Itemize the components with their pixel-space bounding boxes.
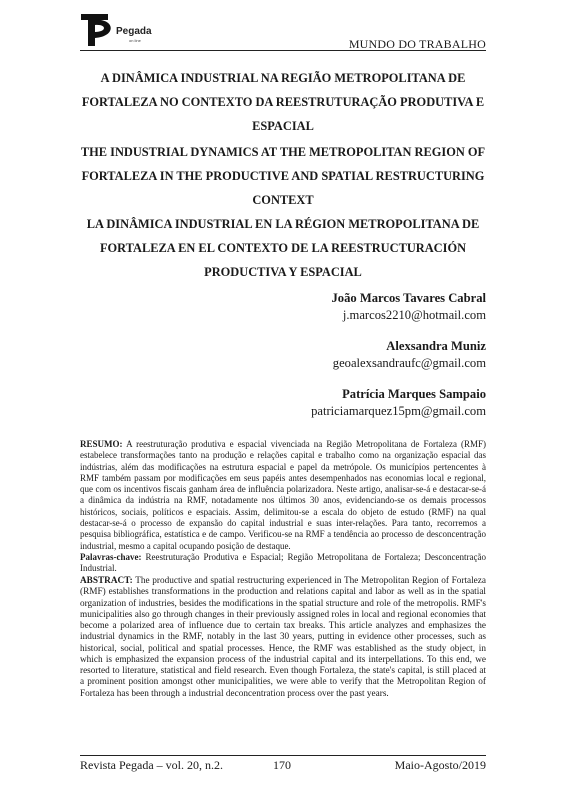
footer-divider [80,755,486,756]
abstract-section [80,576,486,700]
resumo-section [80,439,486,575]
journal-logo [80,12,170,48]
abstract-label: ABSTRACT: [80,576,133,586]
keywords-text: Reestruturação Produtiva e Espacial; Região Metropolitana de Fortaleza; Desconcentração Industrial. [80,551,486,574]
footer-date: Maio-Agosto/2019 [394,758,486,772]
pegada-logo-icon [80,12,120,48]
title-spanish: LA DINÂMICA INDUSTRIAL EN LA RÉGION METROPOLITANA DE FORTALEZA EN EL CONTEXTO DE LA REESTRUCTURACIÓN PRODUCTIVA Y ESPACIAL [86,217,480,279]
author-email: geoalexsandraufc@gmail.com [332,356,486,370]
header-divider [80,50,486,51]
author-list [311,290,486,434]
author-name: Patrícia Marques Sampaio [342,387,486,401]
author-name: Alexsandra Muniz [386,339,486,353]
logo-subtitle: on line [129,38,141,43]
resumo-text: A reestruturação produtiva e espacial vivenciada na Região Metropolitana de Fortaleza (RMF) estabelece transformações tanto na produção e relações capital e trabalho como na organização espacial das indústrias, além das modificações na estrutura espacial e papel da metrópole. Os municípios pertencentes à RMF também passam por modificações em seus papéis antes desempenhados nas economias local e regional, que com os incentivos fiscais ganham área de influência polarizadora. Neste artigo, analisar-se-á e destacar-se-á a dinâmica da indústria na RMF, notadamente nos últimos 30 anos, evidenciando-se os demais processos históricos, sociais, políticos e espaciais. Assim, delimitou-se a escala do objeto de estudo (RMF) na qual destacar-se-á o processo de expansão do capital industrial e suas inter-relações. Para tanto, recorremos a pesquisa bibliográfica, estatística e de campo. Verificou-se na RMF a tendência ao processo de desconcentração industrial, mesmo a capital ocupando posição de destaque. [80,439,486,551]
section-title: MUNDO DO TRABALHO [348,37,486,51]
title-english: THE INDUSTRIAL DYNAMICS AT THE METROPOLITAN REGION OF FORTALEZA IN THE PRODUCTIVE AND SPATIAL RESTRUCTURING CONTEXT [80,145,486,207]
resumo-label: RESUMO: [80,439,123,449]
title-portuguese: A DINÂMICA INDUSTRIAL NA REGIÃO METROPOLITANA DE FORTALEZA NO CONTEXTO DA REESTRUTURAÇÃO PRODUTIVA E ESPACIAL [81,71,485,133]
page-number: 170 [273,758,291,772]
author-email: patriciamarquez15pm@gmail.com [311,404,486,418]
footer-journal: Revista Pegada – vol. 20, n.2. [80,758,223,772]
author-name: João Marcos Tavares Cabral [331,291,486,305]
author-email: j.marcos2210@hotmail.com [342,308,486,322]
abstract-text: The productive and spatial restructuring experienced in The Metropolitan Region of Fortaleza (RMF) establishes transformations in the production and relations capital and labor as well as in the spatial organization of industries, besides the modifications in the spatial structure and role of the metropolis. RMF's municipalities also go through changes in their previously assigned roles in local and regional economies that become a polarized area of influence due to certain tax breaks. This article analyzes and emphasizes the industrial dynamics in the RMF, notably in the last 30 years, putting in evidence other processes, such as historical, social, political and spatial processes. Hence, the RMF was established as the study object, in which is emphasized the expansion process of the industrial capital and its interpellations. To this end, we resorted to literature, statistical and field research. Even though Fortaleza, the state's capital, is still placed at a prominent position amongst other municipalities, we were able to verify that the Metropolitan Region of Fortaleza has been through a industrial deconcentration process over the past years. [80,576,487,699]
keywords-label: Palavras-chave: [80,551,142,562]
logo-name: Pegada [116,26,152,37]
page-footer [80,758,486,774]
